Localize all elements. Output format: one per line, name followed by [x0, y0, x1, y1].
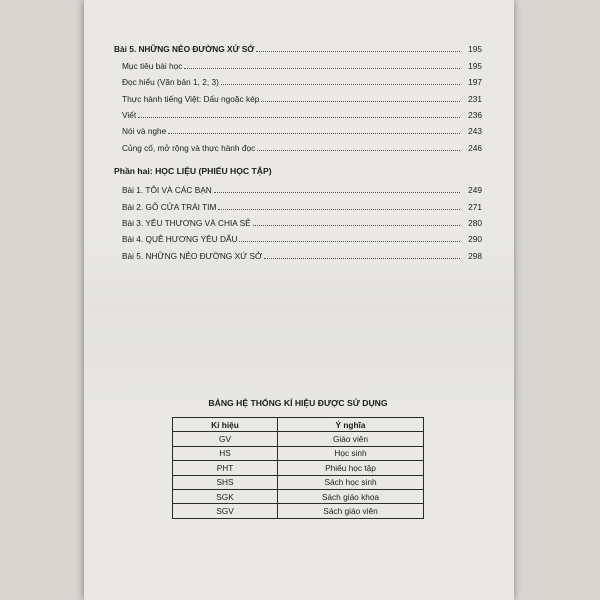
meaning-cell: Học sinh [278, 446, 424, 460]
dot-leader [256, 51, 460, 52]
toc-entry-page: 195 [468, 44, 482, 55]
toc-subentry-page: 236 [468, 109, 482, 120]
toc-subentry-label: Đọc hiểu (Văn bản 1, 2, 3) [122, 77, 219, 88]
toc-subentry-label: Bài 1. TÔI VÀ CÁC BẠN [122, 185, 212, 196]
toc-subentry [114, 179, 482, 195]
table-row [173, 461, 424, 475]
toc-subentry [114, 136, 482, 152]
toc-subentry-page: 195 [468, 60, 482, 71]
dot-leader [239, 241, 460, 242]
toc-entry-label: Bài 5. NHỮNG NẺO ĐƯỜNG XỨ SỞ [114, 44, 255, 55]
symbol-table [172, 417, 424, 519]
page-texture [84, 240, 514, 400]
toc-subentry-label: Củng cố, mở rộng và thực hành đọc [122, 142, 256, 153]
table-row [173, 446, 424, 460]
toc-subentry-page: 243 [468, 126, 482, 137]
dot-leader [214, 192, 460, 193]
toc-subentry-page: 249 [468, 185, 482, 196]
spacer [114, 153, 482, 157]
toc-subentry-label: Thực hành tiếng Việt: Dấu ngoặc kép [122, 93, 260, 104]
symbol-cell: GV [173, 432, 278, 446]
toc-subentry [114, 71, 482, 87]
meaning-cell: Phiếu học tập [278, 461, 424, 475]
meaning-cell: Sách giáo khoa [278, 489, 424, 503]
toc-subentry-label: Nói và nghe [122, 126, 167, 137]
toc-subentry [114, 195, 482, 211]
toc-subentry [114, 120, 482, 136]
dot-leader [168, 133, 460, 134]
dot-leader [138, 117, 460, 118]
meaning-cell: Sách học sinh [278, 475, 424, 489]
table-row [173, 489, 424, 503]
toc-subentry-label: Bài 2. GÕ CỬA TRÁI TIM [122, 201, 217, 212]
meaning-cell: Sách giáo viên [278, 504, 424, 518]
toc-subentry-label: Bài 4. QUÊ HƯƠNG YÊU DẤU [122, 234, 238, 245]
toc-subentry [114, 212, 482, 228]
symbol-cell: SGK [173, 489, 278, 503]
dot-leader [218, 209, 460, 210]
symbol-cell: PHT [173, 461, 278, 475]
table-header-row [173, 418, 424, 432]
symbol-legend [172, 395, 424, 519]
toc-subentry-label: Viết [122, 109, 137, 120]
dot-leader [264, 258, 460, 259]
toc-subentry-page: 280 [468, 217, 482, 228]
table-of-contents [114, 38, 482, 261]
toc-subentry-page: 271 [468, 201, 482, 212]
toc-subentry-label: Bài 3. YÊU THƯƠNG VÀ CHIA SẺ [122, 217, 251, 228]
meaning-cell: Giáo viên [278, 432, 424, 446]
dot-leader [253, 225, 460, 226]
dot-leader [184, 68, 460, 69]
toc-subentry-page: 298 [468, 250, 482, 261]
toc-subentry-page: 197 [468, 77, 482, 88]
toc-subentry-label: Mục tiêu bài học [122, 60, 183, 71]
toc-subentry [114, 87, 482, 103]
part-two-heading [114, 163, 482, 179]
column-header-meaning: Ý nghĩa [278, 418, 424, 432]
dot-leader [257, 150, 460, 151]
toc-subentry-page: 246 [468, 142, 482, 153]
toc-subentry [114, 244, 482, 260]
toc-subentry [114, 104, 482, 120]
table-row [173, 504, 424, 518]
toc-subentry [114, 54, 482, 70]
table-row [173, 475, 424, 489]
toc-entry-lesson5 [114, 38, 482, 54]
column-header-symbol: Kí hiệu [173, 418, 278, 432]
book-page [84, 0, 514, 600]
dot-leader [261, 101, 460, 102]
table-row [173, 432, 424, 446]
part-two-title: HỌC LIỆU (PHIẾU HỌC TẬP) [155, 165, 272, 176]
toc-subentry [114, 228, 482, 244]
part-two-prefix: Phần hai: [114, 165, 156, 176]
symbol-cell: HS [173, 446, 278, 460]
symbol-cell: SHS [173, 475, 278, 489]
toc-subentry-page: 231 [468, 93, 482, 104]
toc-subentry-label: Bài 5. NHỮNG NẺO ĐƯỜNG XỨ SỞ [122, 250, 263, 261]
dot-leader [221, 84, 460, 85]
legend-title: BẢNG HỆ THỐNG KÍ HIỆU ĐƯỢC SỬ DỤNG [208, 398, 388, 408]
symbol-cell: SGV [173, 504, 278, 518]
toc-subentry-page: 290 [468, 234, 482, 245]
